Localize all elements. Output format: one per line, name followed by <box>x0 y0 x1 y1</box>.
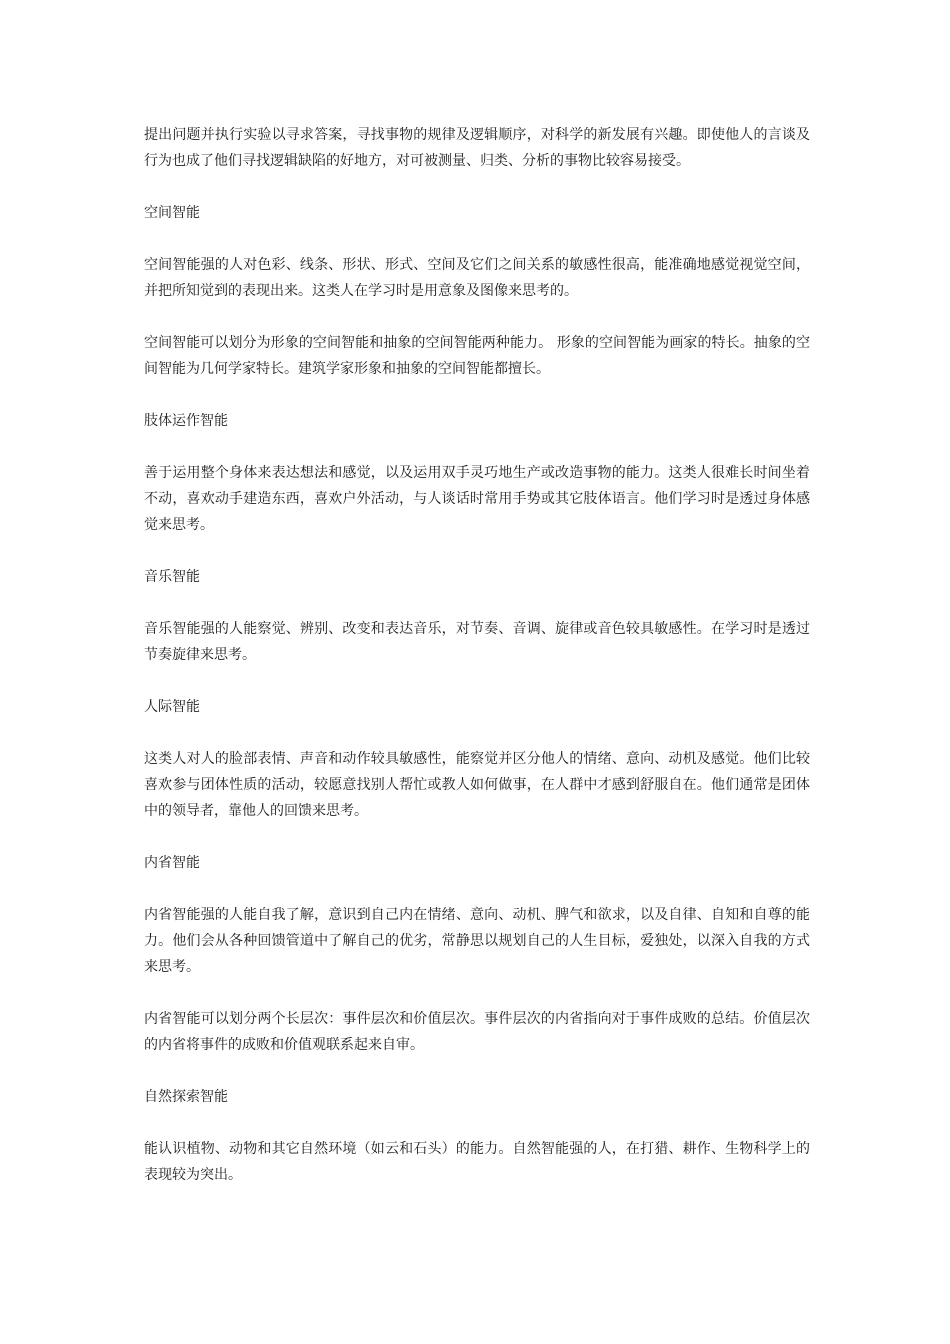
heading-intrapersonal-intelligence: 内省智能 <box>144 855 200 871</box>
paragraph-naturalist-intelligence: 能认识植物、动物和其它自然环境（如云和石头）的能力。自然智能强的人，在打猎、耕作、生物科学上的表现较为突出。 <box>144 1141 810 1183</box>
paragraph-spatial-intelligence-types: 空间智能可以划分为形象的空间智能和抽象的空间智能两种能力。 形象的空间智能为画家的特长。抽象的空间智能为几何学家特长。建筑学家形象和抽象的空间智能都擅长。 <box>144 335 810 377</box>
paragraph-bodily-intelligence: 善于运用整个身体来表达想法和感觉，以及运用双手灵巧地生产或改造事物的能力。这类人很难长时间坐着不动，喜欢动手建造东西，喜欢户外活动，与人谈话时常用手势或其它肢体语言。他们学习时是透过身体感觉来思考。 <box>144 465 810 533</box>
document-page <box>144 122 810 1214</box>
paragraph-logic-intelligence-cont: 提出问题并执行实验以寻求答案，寻找事物的规律及逻辑顺序，对科学的新发展有兴趣。即使他人的言谈及行为也成了他们寻找逻辑缺陷的好地方，对可被测量、归类、分析的事物比较容易接受。 <box>144 127 810 169</box>
heading-naturalist-intelligence: 自然探索智能 <box>144 1089 228 1105</box>
paragraph-musical-intelligence: 音乐智能强的人能察觉、辨别、改变和表达音乐，对节奏、音调、旋律或音色较具敏感性。在学习时是透过节奏旋律来思考。 <box>144 621 810 663</box>
heading-interpersonal-intelligence: 人际智能 <box>144 699 200 715</box>
heading-musical-intelligence: 音乐智能 <box>144 569 200 585</box>
paragraph-intrapersonal-levels: 内省智能可以划分两个长层次：事件层次和价值层次。事件层次的内省指向对于事件成败的总结。价值层次的内省将事件的成败和价值观联系起来自审。 <box>144 1011 810 1053</box>
paragraph-interpersonal-intelligence: 这类人对人的脸部表情、声音和动作较具敏感性，能察觉并区分他人的情绪、意向、动机及感觉。他们比较喜欢参与团体性质的活动，较愿意找别人帮忙或教人如何做事，在人群中才感到舒服自在。他们通常是团体中的领导者，靠他人的回馈来思考。 <box>144 751 810 819</box>
heading-bodily-intelligence: 肢体运作智能 <box>144 413 228 429</box>
paragraph-spatial-intelligence: 空间智能强的人对色彩、线条、形状、形式、空间及它们之间关系的敏感性很高，能准确地感觉视觉空间，并把所知觉到的表现出来。这类人在学习时是用意象及图像来思考的。 <box>144 257 810 299</box>
paragraph-intrapersonal-intelligence: 内省智能强的人能自我了解，意识到自己内在情绪、意向、动机、脾气和欲求，以及自律、自知和自尊的能力。他们会从各种回馈管道中了解自己的优劣，常静思以规划自己的人生目标，爱独处，以深入自我的方式来思考。 <box>144 907 810 975</box>
heading-spatial-intelligence: 空间智能 <box>144 205 200 221</box>
